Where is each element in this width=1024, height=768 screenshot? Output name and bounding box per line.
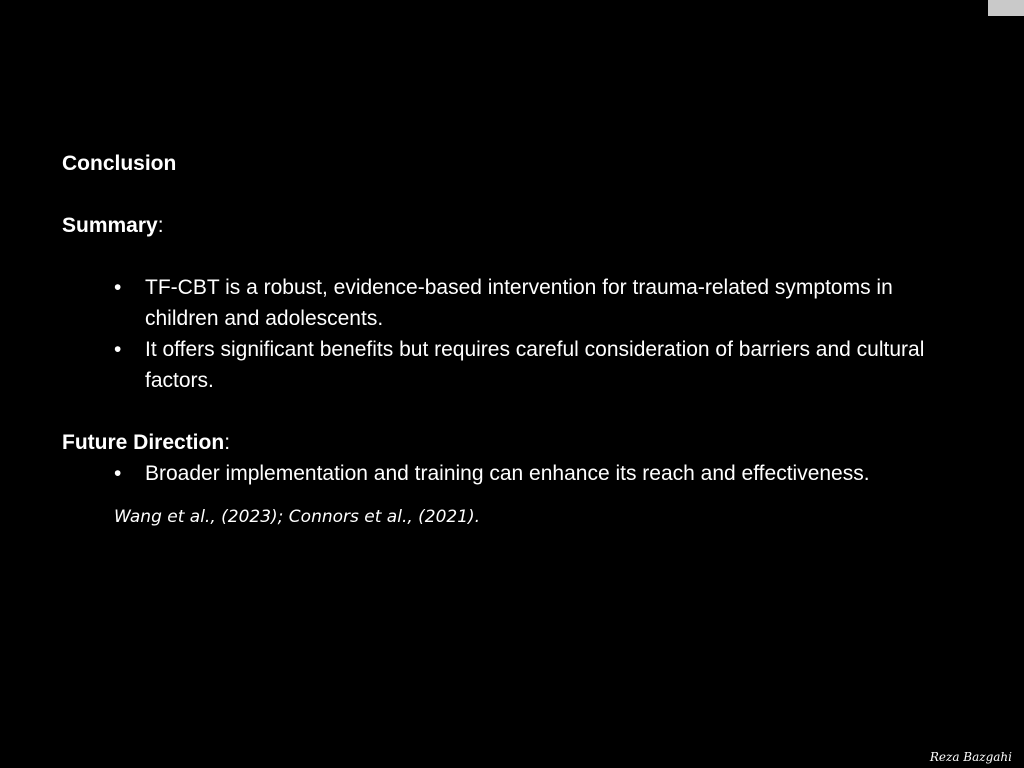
bullet-icon: • xyxy=(114,338,122,361)
summary-label: Summary xyxy=(62,214,158,237)
future-label: Future Direction xyxy=(62,431,225,454)
slide-content xyxy=(62,148,962,529)
summary-colon: : xyxy=(157,214,164,237)
future-colon: : xyxy=(224,431,231,454)
summary-heading xyxy=(62,210,962,241)
author-signature: Reza Bazgahi xyxy=(929,750,1012,764)
summary-bullet-text: It offers significant benefits but requires careful consideration of barriers and cultural factors. xyxy=(145,338,925,392)
future-list xyxy=(62,458,962,489)
bullet-icon: • xyxy=(114,462,122,485)
corner-tab[interactable] xyxy=(988,0,1024,16)
spacer xyxy=(62,396,962,427)
summary-bullet-text: TF-CBT is a robust, evidence-based intervention for trauma-related symptoms in children and adolescents. xyxy=(145,276,893,330)
future-heading xyxy=(62,427,962,458)
list-item xyxy=(62,272,960,334)
future-bullet-text: Broader implementation and training can enhance its reach and effectiveness. xyxy=(145,462,870,485)
spacer xyxy=(62,179,962,210)
list-item xyxy=(62,334,960,396)
slide-title: Conclusion xyxy=(62,152,177,175)
bullet-icon: • xyxy=(114,276,122,299)
summary-list xyxy=(62,272,962,396)
citation: Wang et al., (2023); Connors et al., (2021). xyxy=(114,507,481,527)
spacer xyxy=(62,241,962,272)
list-item xyxy=(62,458,960,489)
